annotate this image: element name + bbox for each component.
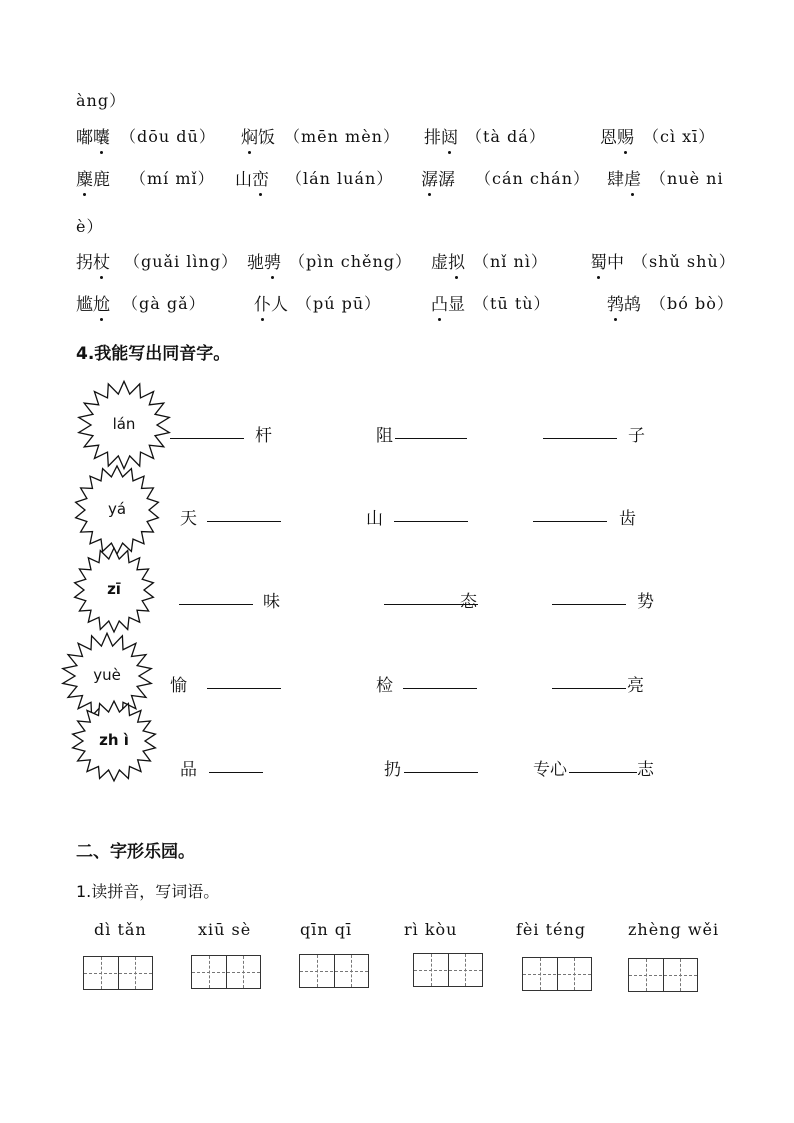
hint-word: 阻 bbox=[376, 426, 393, 446]
answer-blank[interactable] bbox=[404, 772, 478, 773]
word-char: 驰 bbox=[247, 253, 264, 273]
part-2-title: 二、字形乐园。 bbox=[76, 842, 195, 862]
hint-word: 杆 bbox=[255, 426, 272, 446]
grid-guide-line bbox=[629, 975, 697, 976]
word-char: 拟 bbox=[448, 248, 465, 273]
hint-word: 亮 bbox=[627, 676, 644, 696]
question-1: 1.读拼音，写词语。 bbox=[76, 882, 220, 901]
hint-word: 检 bbox=[376, 676, 393, 696]
word-char: 潺 bbox=[421, 165, 438, 190]
answer-blank[interactable] bbox=[207, 521, 281, 522]
writing-grid[interactable] bbox=[83, 956, 153, 990]
hint-word: 天 bbox=[180, 509, 197, 529]
pinyin-options[interactable]: （mēn mèn） bbox=[284, 127, 400, 146]
word-char: 峦 bbox=[252, 165, 269, 190]
hint-word: 专心 bbox=[533, 760, 567, 780]
pinyin-options[interactable]: （guǎi lìng） bbox=[124, 252, 239, 271]
word-char: 山 bbox=[235, 170, 252, 190]
pinyin-options[interactable]: （pú pū） bbox=[296, 294, 382, 313]
writing-grid[interactable] bbox=[628, 958, 698, 992]
word-char: 鸪 bbox=[624, 295, 641, 315]
answer-blank[interactable] bbox=[533, 521, 607, 522]
answer-blank[interactable] bbox=[394, 521, 468, 522]
pinyin-options[interactable]: （bó bò） bbox=[650, 294, 734, 313]
hint-word: 山 bbox=[366, 509, 383, 529]
hint-word: 扔 bbox=[384, 760, 401, 780]
word-char: 显 bbox=[448, 295, 465, 315]
hint-word: 味 bbox=[263, 592, 280, 612]
word-char: 排 bbox=[424, 128, 441, 148]
pinyin-options[interactable]: （cán chán） bbox=[475, 169, 591, 188]
grid-guide-line bbox=[300, 971, 368, 972]
grid-guide-line bbox=[192, 972, 260, 973]
pinyin-options[interactable]: （gà gǎ） bbox=[122, 294, 206, 313]
word-char: 鹿 bbox=[93, 170, 110, 190]
word-char: 肆 bbox=[607, 170, 624, 190]
answer-blank[interactable] bbox=[179, 604, 253, 605]
word-char: 虐 bbox=[624, 165, 641, 190]
writing-grid[interactable] bbox=[413, 953, 483, 987]
word-char: 虚 bbox=[431, 253, 448, 273]
word-char: 赐 bbox=[617, 123, 634, 148]
pinyin-options[interactable]: （mí mǐ） bbox=[130, 169, 215, 188]
word-char: 嘟 bbox=[76, 128, 93, 148]
pinyin-word: xiū sè bbox=[198, 920, 252, 939]
answer-blank[interactable] bbox=[552, 604, 626, 605]
pinyin-options[interactable]: （tà dá） bbox=[466, 127, 546, 146]
word-char: 潺 bbox=[438, 170, 455, 190]
pinyin-options[interactable]: （nuè ni bbox=[650, 169, 724, 188]
writing-grid[interactable] bbox=[191, 955, 261, 989]
word-char: 恩 bbox=[600, 128, 617, 148]
answer-blank[interactable] bbox=[552, 688, 626, 689]
pinyin-options[interactable]: （lán luán） bbox=[286, 169, 394, 188]
answer-blank[interactable] bbox=[170, 438, 244, 439]
hint-word: 态 bbox=[460, 592, 477, 612]
word-char: 凸 bbox=[431, 290, 448, 315]
hint-word: 势 bbox=[637, 592, 654, 612]
carry-line-2: è） bbox=[76, 217, 104, 236]
grid-guide-line bbox=[523, 974, 591, 975]
pinyin-word: dì tǎn bbox=[94, 920, 147, 939]
word-char: 蜀 bbox=[590, 248, 607, 273]
word-char: 杖 bbox=[93, 248, 110, 273]
answer-blank[interactable] bbox=[569, 772, 637, 773]
word-char: 囔 bbox=[93, 123, 110, 148]
word-char: 鹁 bbox=[607, 290, 624, 315]
word-char: 拐 bbox=[76, 253, 93, 273]
star-pinyin-label: lán bbox=[112, 415, 136, 433]
hint-word: 志 bbox=[637, 760, 654, 780]
word-char: 骋 bbox=[264, 248, 281, 273]
section-4-title: 4.我能写出同音字。 bbox=[76, 344, 231, 364]
answer-blank[interactable] bbox=[543, 438, 617, 439]
hint-word: 齿 bbox=[619, 509, 636, 529]
word-char: 焖 bbox=[241, 123, 258, 148]
hint-word: 愉 bbox=[170, 676, 187, 696]
carry-line: àng） bbox=[76, 91, 127, 110]
pinyin-options[interactable]: （dōu dū） bbox=[120, 127, 216, 146]
word-char: 仆 bbox=[254, 290, 271, 315]
pinyin-options[interactable]: （tū tù） bbox=[473, 294, 551, 313]
writing-grid[interactable] bbox=[299, 954, 369, 988]
pinyin-word: rì kòu bbox=[404, 920, 458, 939]
pinyin-word: zhèng wěi bbox=[628, 920, 720, 939]
answer-blank[interactable] bbox=[207, 688, 281, 689]
grid-guide-line bbox=[414, 970, 482, 971]
writing-grid[interactable] bbox=[522, 957, 592, 991]
grid-guide-line bbox=[84, 973, 152, 974]
pinyin-options[interactable]: （cì xī） bbox=[643, 127, 716, 146]
word-char: 麋 bbox=[76, 165, 93, 190]
pinyin-word: qīn qī bbox=[300, 920, 353, 939]
word-char: 中 bbox=[607, 253, 624, 273]
pinyin-options[interactable]: （shǔ shù） bbox=[632, 252, 736, 271]
word-char: 人 bbox=[271, 295, 288, 315]
pinyin-word: fèi téng bbox=[516, 920, 587, 939]
hint-word: 子 bbox=[628, 426, 645, 446]
word-char: 尬 bbox=[93, 290, 110, 315]
word-char: 闼 bbox=[441, 123, 458, 148]
pinyin-options[interactable]: （pìn chěng） bbox=[289, 252, 413, 271]
star-pinyin-label: zī bbox=[107, 580, 121, 598]
pinyin-options[interactable]: （nǐ nì） bbox=[473, 252, 548, 271]
star-pinyin-label: yá bbox=[107, 500, 127, 518]
answer-blank[interactable] bbox=[403, 688, 477, 689]
star-pinyin-label: zh ì bbox=[99, 731, 129, 749]
answer-blank[interactable] bbox=[209, 772, 263, 773]
star-pinyin-label: yuè bbox=[93, 666, 121, 684]
word-char: 尴 bbox=[76, 295, 93, 315]
answer-blank[interactable] bbox=[395, 438, 467, 439]
word-char: 饭 bbox=[258, 128, 275, 148]
hint-word: 品 bbox=[180, 760, 197, 780]
